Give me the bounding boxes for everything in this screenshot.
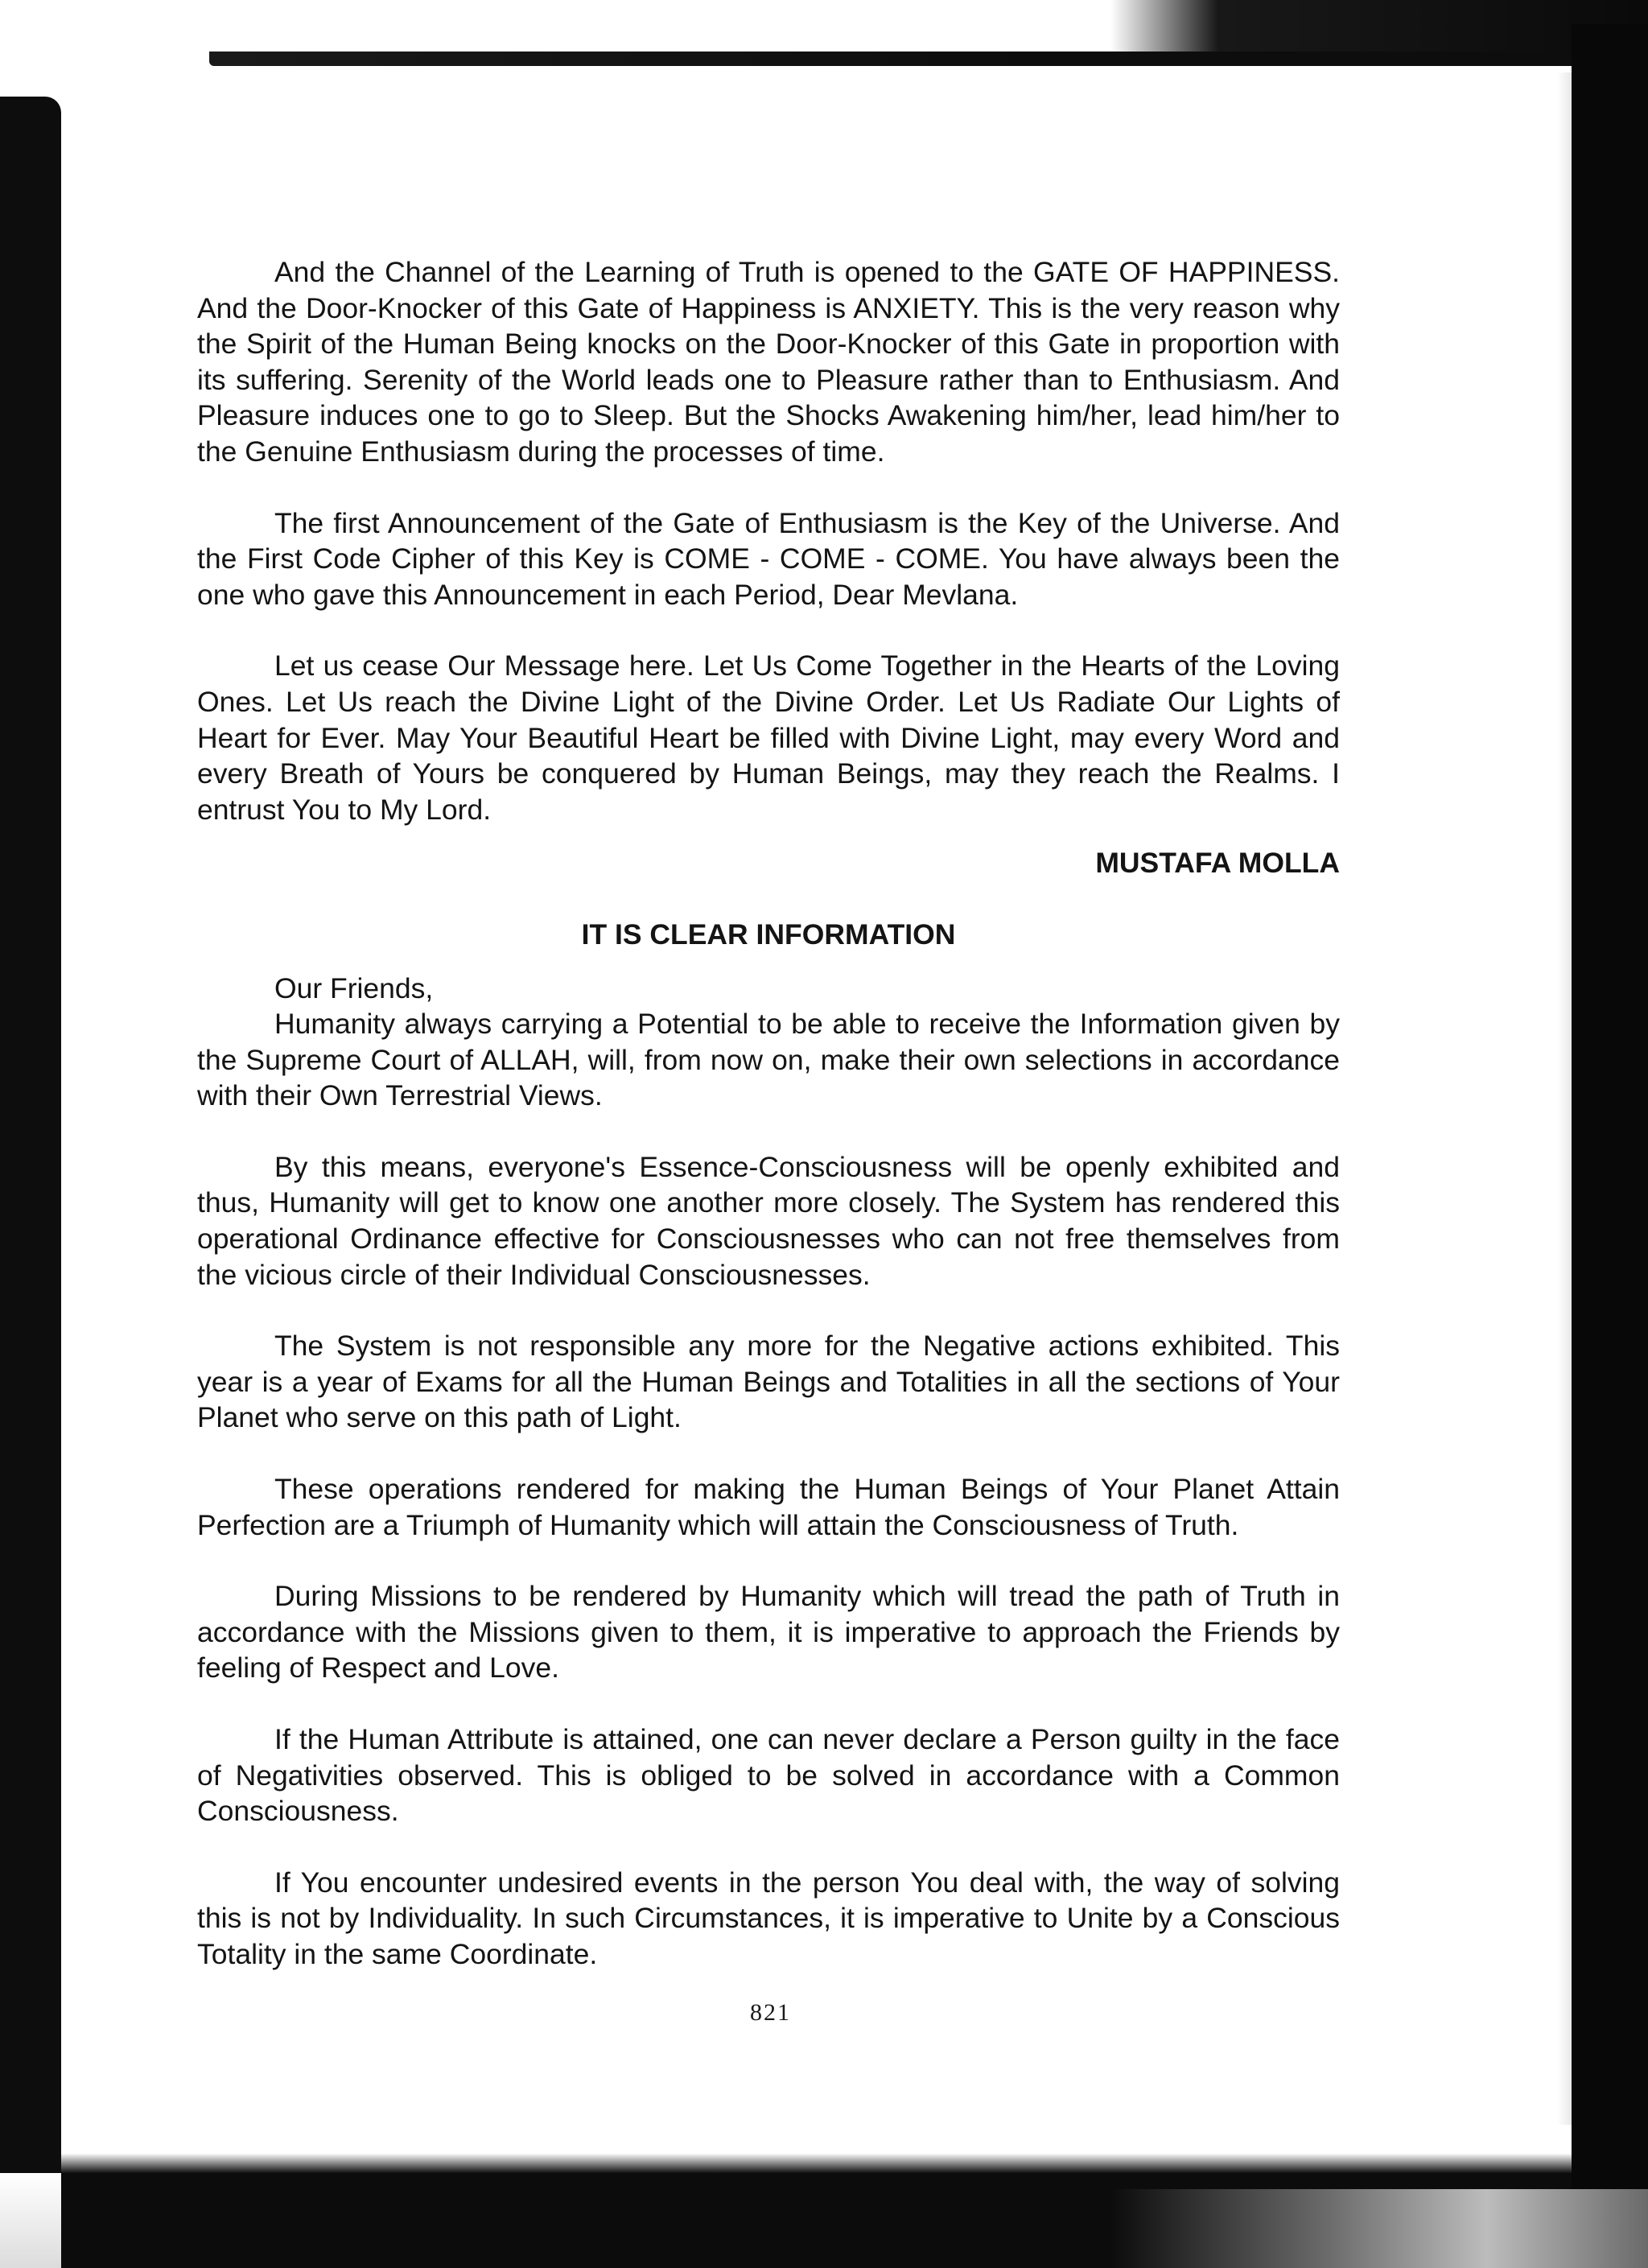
scan-edge-left xyxy=(0,97,61,2189)
greeting: Our Friends, xyxy=(274,971,434,1004)
scan-edge-right xyxy=(1572,24,1648,2268)
section-heading: IT IS CLEAR INFORMATION xyxy=(581,918,956,950)
page-body xyxy=(197,254,1340,1973)
paragraph-cease-message: Let us cease Our Message here. Let Us Come Together in the Hearts of the Loving Ones. Let Us reach the Divine Light of the Divine Order. Let Us Radiate Our Lights of Heart for Ever. May Your Beautiful Heart be filled with Divine Light, may every Word and every Breath of Yours be conquered by Human Beings, may they reach the Realms. I entrust You to My Lord. xyxy=(197,649,1340,826)
paragraph-humanity-potential: Humanity always carrying a Potential to be able to receive the Information given by the Supreme Court of ALLAH, will, from now on, make their own selections in accordance with their Own Terrestrial Views. xyxy=(197,1008,1340,1112)
paragraph-undesired-events: If You encounter undesired events in the person You deal with, the way of solving this is not by Individuality. In such Circumstances, it is imperative to Unite by a Conscious Totality in the same Coordinate. xyxy=(197,1866,1340,1970)
signature: MUSTAFA MOLLA xyxy=(1095,847,1340,880)
paragraph-essence-consciousness: By this means, everyone's Essence-Consciousness will be openly exhibited and thus, Humanity will get to know one another more closely. The System has rendered this operational Ordinance effective for Consciousnesses who can not free themselves from the vicious circle of their Individual Consciousnesses. xyxy=(197,1150,1340,1291)
paragraph-gate-of-happiness: And the Channel of the Learning of Truth is opened to the GATE OF HAPPINESS. And the Door-Knocker of this Gate of Happiness is ANXIETY. This is the very reason why the Spirit of the Human Being knocks on the Door-Knocker of this Gate in proportion with its suffering. Serenity of the World leads one to Pleasure rather than to Enthusiasm. And Pleasure induces one to go to Sleep. But the Shocks Awakening him/her, lead him/her to the Genuine Enthusiasm during the processes of time. xyxy=(197,256,1340,468)
scan-edge-top xyxy=(209,52,1577,66)
paragraph-system-responsibility: The System is not responsible any more for the Negative actions exhibited. This year is a year of Exams for all the Human Beings and Totalities in all the sections of Your Planet who serve on this path of Light. xyxy=(197,1330,1340,1434)
paragraph-triumph-of-humanity: These operations rendered for making the Human Beings of Your Planet Attain Perfection are a Triumph of Humanity which will attain the Consciousness of Truth. xyxy=(197,1473,1340,1541)
page-number: 821 xyxy=(750,1999,791,2026)
paragraph-human-attribute: If the Human Attribute is attained, one can never declare a Person guilty in the face of Negativities observed. This is obliged to be solved in accordance with a Common Consciousness. xyxy=(197,1723,1340,1828)
paragraph-gate-of-enthusiasm: The first Announcement of the Gate of Enthusiasm is the Key of the Universe. And the First Code Cipher of this Key is COME - COME - COME. You have always been the one who gave this Announcement in each Period, Dear Mevlana. xyxy=(197,506,1340,611)
scan-edge-right-shadow xyxy=(1557,72,1572,2245)
scan-edge-bottom-corner xyxy=(1110,2189,1648,2268)
paragraph-missions: During Missions to be rendered by Humanity which will tread the path of Truth in accordance with the Missions given to them, it is imperative to approach the Friends by feeling of Respect and Love. xyxy=(197,1580,1340,1685)
